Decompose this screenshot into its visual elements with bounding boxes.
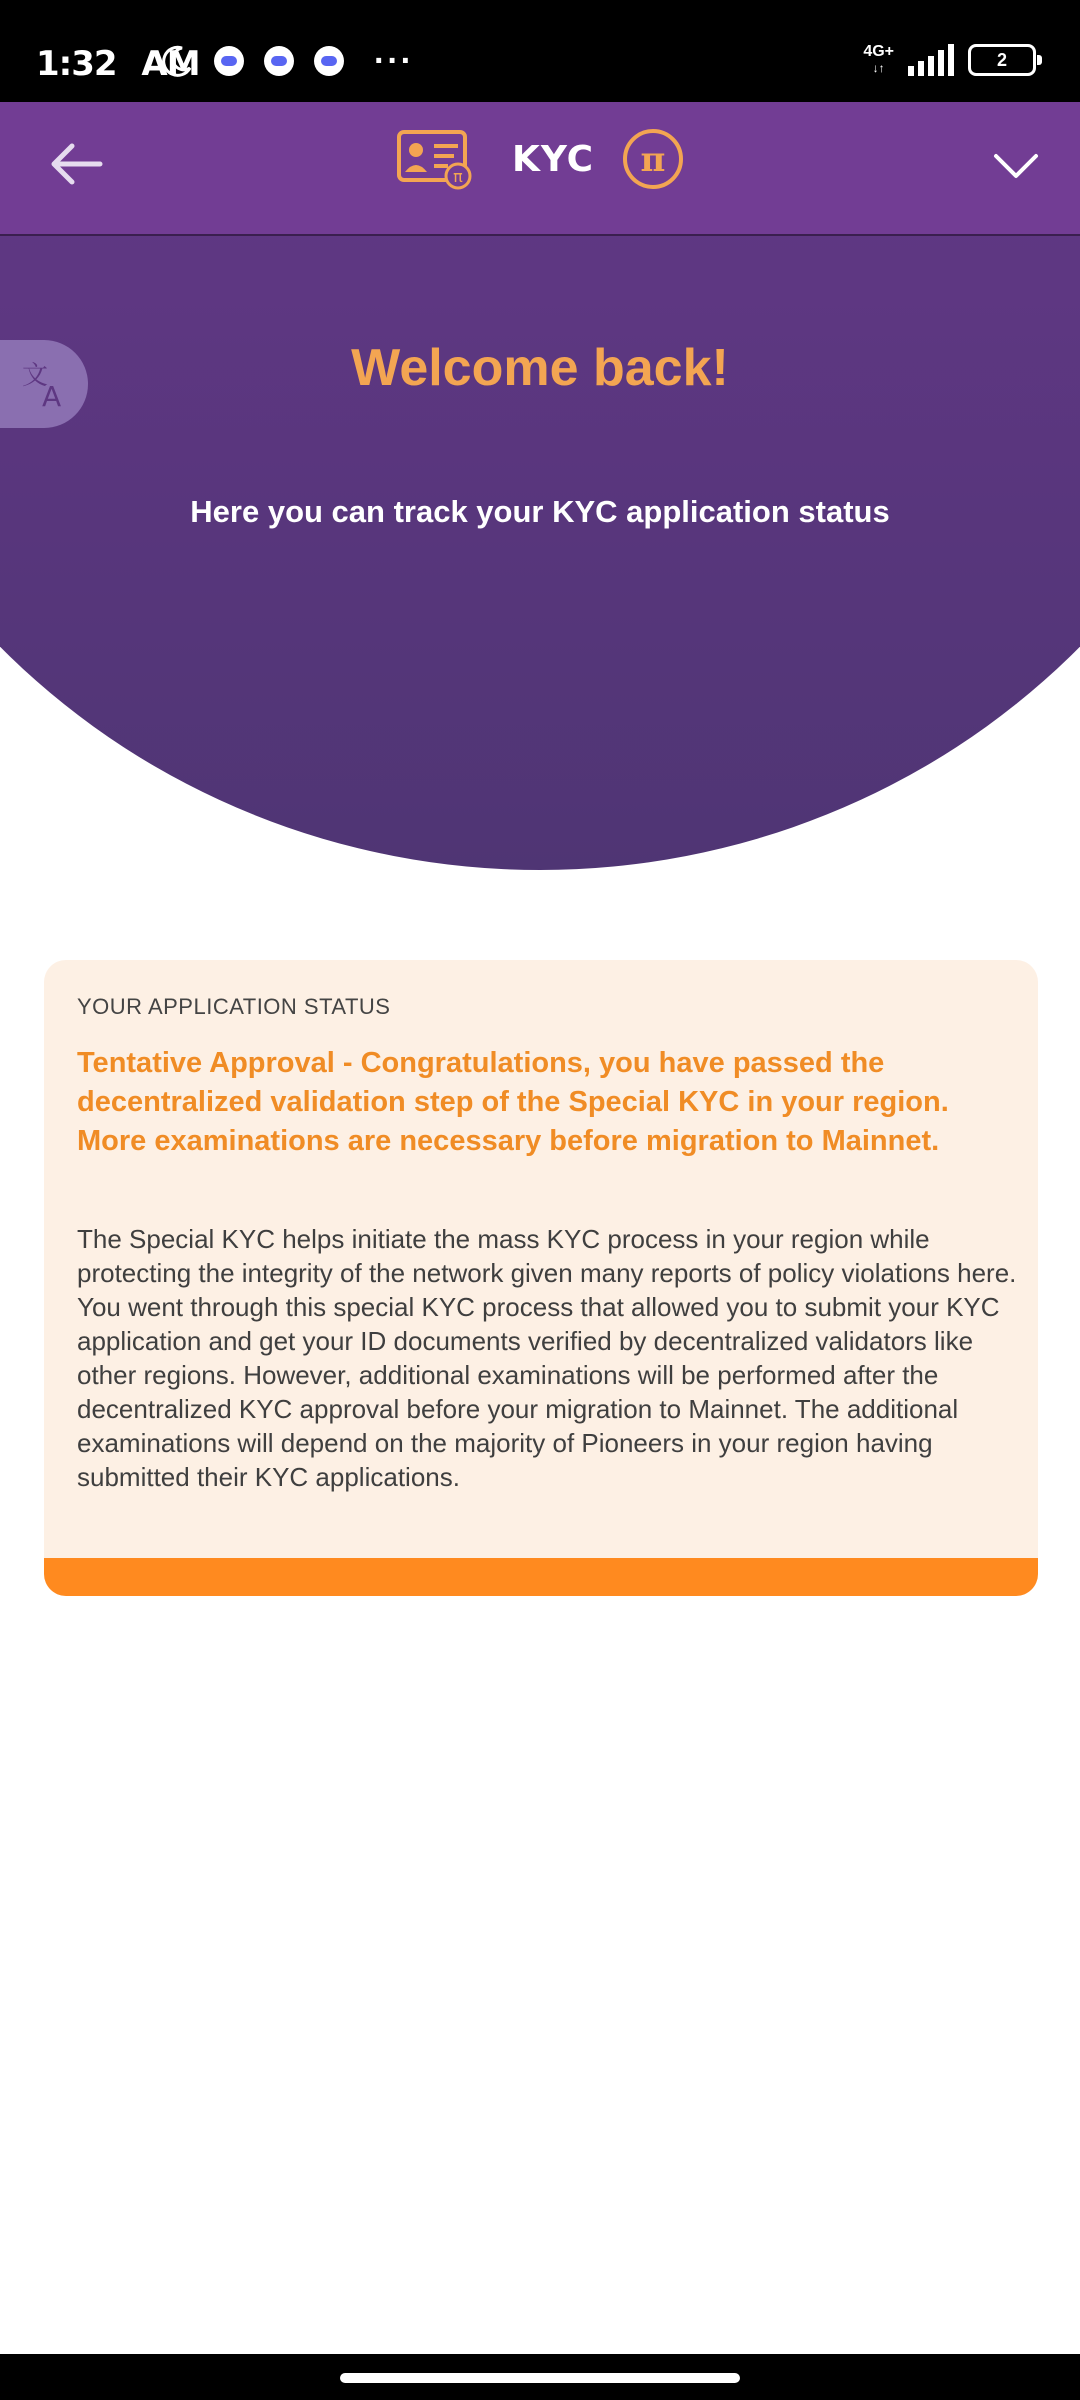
hero-background — [0, 236, 1080, 876]
battery-icon: 2 — [968, 44, 1036, 76]
navigation-bar — [0, 2354, 1080, 2400]
app-header — [0, 102, 1080, 236]
status-label: YOUR APPLICATION STATUS — [77, 994, 391, 1019]
status-bar — [0, 0, 1080, 102]
time-text: 1:32 — [36, 44, 117, 84]
svg-text:π: π — [453, 167, 463, 186]
status-description: The Special KYC helps initiate the mass KYC process in your region while protecting the integrity of the network given many reports of policy violations here. You went through this special KYC process that allowed you to submit your KYC application and get your ID documents verified by decentralized validators like other regions. However, additional examinations will be performed after the decentralized KYC approval before your migration to Mainnet. The additional examinations will depend on the majority of Pioneers in your region having submitted their KYC applications. — [77, 1224, 1017, 1492]
translate-button[interactable] — [0, 340, 88, 428]
discord-icon — [314, 46, 344, 76]
home-indicator[interactable] — [340, 2373, 740, 2383]
header-title-group — [0, 128, 1080, 190]
status-accent-bar — [44, 1558, 1038, 1596]
network-type: 4G+ ↓↑ — [863, 43, 894, 75]
welcome-subtitle: Here you can track your KYC application status — [190, 494, 890, 529]
discord-icon — [264, 46, 294, 76]
moon-icon — [160, 44, 194, 78]
translate-icon — [20, 358, 70, 410]
signal-icon — [908, 44, 954, 76]
status-headline: Tentative Approval - Congratulations, you have passed the decentralized validation step of the Special KYC in your region. More examinations are necessary before migration to Mainnet. — [77, 1047, 949, 1157]
system-icons — [863, 44, 1036, 76]
pi-logo-icon — [622, 128, 684, 190]
notification-icons — [160, 44, 414, 78]
header-title: KYC — [511, 138, 595, 180]
discord-icon — [214, 46, 244, 76]
application-status-card — [44, 960, 1038, 1596]
svg-text:π: π — [640, 140, 666, 180]
id-card-icon — [396, 128, 474, 190]
welcome-title: Welcome back! — [351, 339, 729, 397]
more-notifications-icon: ··· — [374, 42, 414, 80]
svg-text:文: 文 — [22, 361, 49, 391]
meridiem-text: AM — [141, 44, 200, 84]
chevron-down-icon[interactable] — [988, 138, 1044, 194]
svg-text:A: A — [42, 380, 62, 410]
